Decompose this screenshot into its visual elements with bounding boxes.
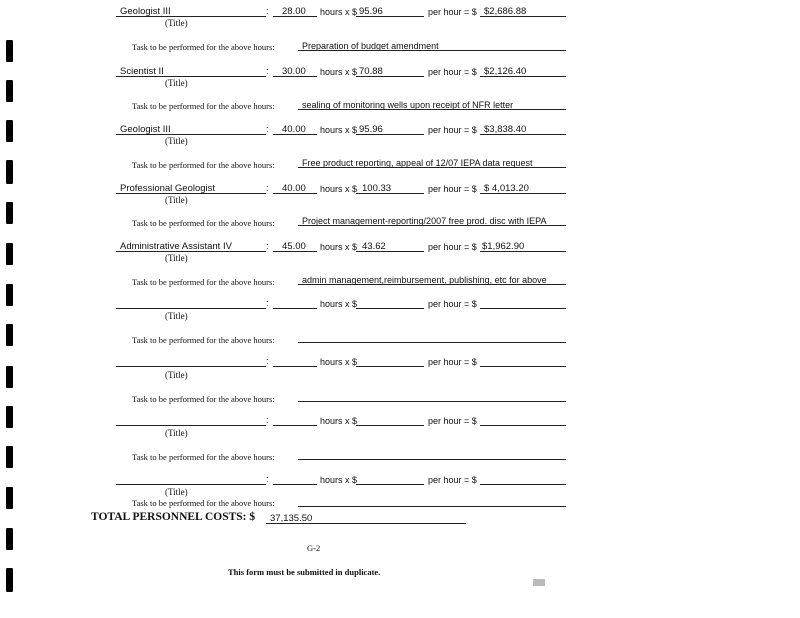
- binder-mark: [6, 366, 13, 388]
- binder-mark: [6, 324, 13, 346]
- task-description: admin management,reimbursement, publishing, etc for above: [302, 275, 547, 285]
- binder-mark: [6, 202, 13, 224]
- binder-mark: [6, 487, 13, 509]
- binder-mark: [6, 160, 13, 184]
- binder-mark: [6, 80, 13, 102]
- rate-value: 95.96: [359, 124, 383, 135]
- binder-mark: [6, 40, 13, 62]
- total-value: $1,962.90: [482, 241, 525, 252]
- rate-value: 43.62: [362, 241, 386, 252]
- total-label: TOTAL PERSONNEL COSTS: $: [91, 511, 256, 523]
- binder-mark: [6, 568, 13, 592]
- binder-mark: [6, 120, 13, 142]
- hours-value: 45.00: [282, 241, 306, 252]
- position-title: Scientist II: [120, 66, 164, 77]
- task-description: sealing of monitoring wells upon receipt of NFR letter: [302, 100, 514, 110]
- task-description: Free product reporting, appeal of 12/07 IEPA data request: [302, 158, 533, 168]
- position-title: Professional Geologist: [120, 183, 216, 194]
- rate-value: 70.88: [359, 66, 383, 77]
- rate-value: 100.33: [362, 183, 392, 194]
- page-number: G-2: [307, 543, 321, 553]
- task-description: Preparation of budget amendment: [302, 41, 439, 51]
- total-value: $2,126.40: [484, 66, 527, 77]
- total-value: $2,686.88: [484, 6, 527, 17]
- binder-mark: [6, 243, 13, 265]
- binder-mark: [6, 528, 13, 550]
- total-value: $ 4,013.20: [484, 183, 529, 194]
- binder-mark: [6, 406, 13, 428]
- binder-mark: [6, 446, 13, 468]
- hours-value: 28.00: [282, 6, 306, 17]
- hours-value: 40.00: [282, 124, 306, 135]
- position-title: Geologist III: [120, 6, 171, 17]
- position-title: Administrative Assistant IV: [120, 241, 232, 252]
- footer-note: This form must be submitted in duplicate.: [228, 567, 381, 577]
- task-description: Project management-reporting/2007 free prod. disc with IEPA: [302, 216, 547, 226]
- hours-value: 30.00: [282, 66, 306, 77]
- scan-artifact: [533, 579, 545, 586]
- rate-value: 95.96: [359, 6, 383, 17]
- total-value: $3,838.40: [484, 124, 527, 135]
- position-title: Geologist III: [120, 124, 171, 135]
- binder-mark: [6, 284, 13, 306]
- total-personnel-value: 37,135.50: [270, 513, 313, 524]
- hours-value: 40.00: [282, 183, 306, 194]
